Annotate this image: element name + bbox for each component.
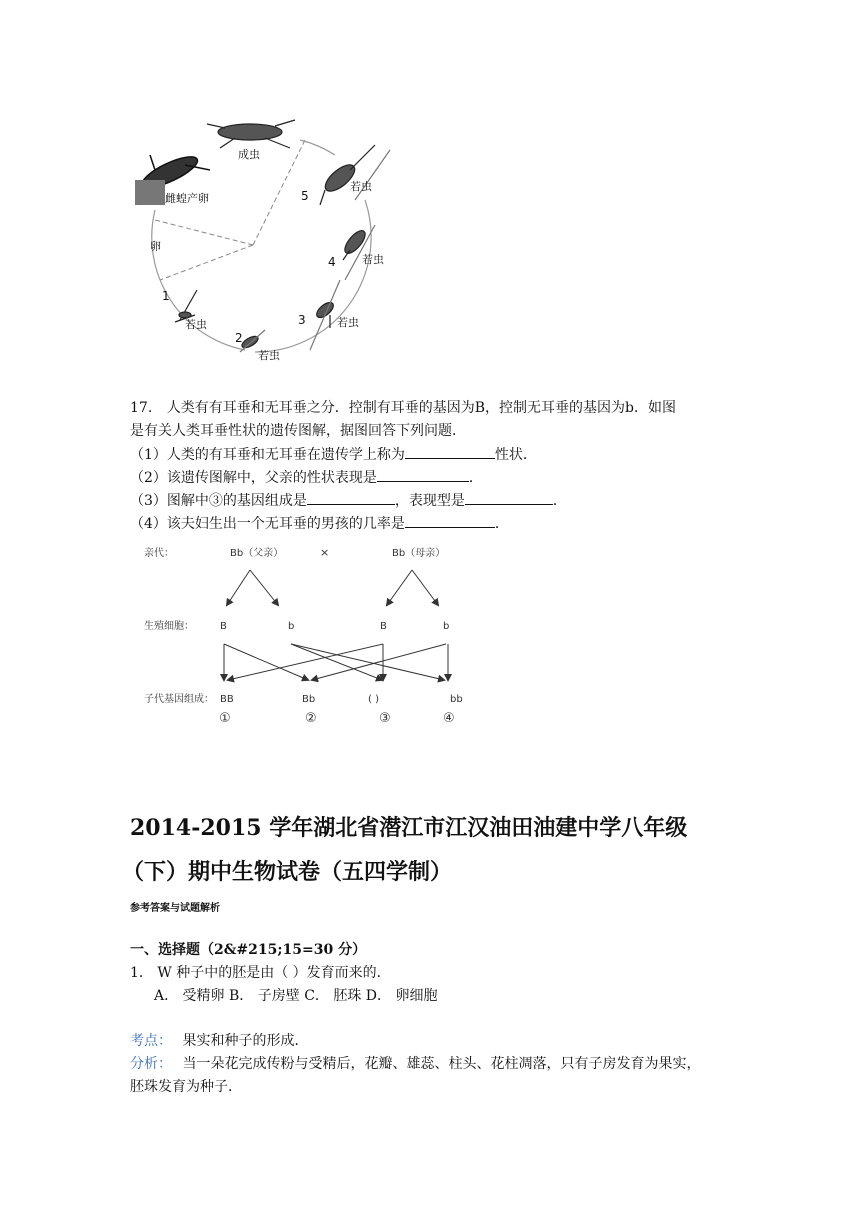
fenxi-text-line2: 胚珠发育为种子． [130,1079,242,1095]
label-adult: 成虫 [238,148,260,161]
q1-stem: 1． W 种子中的胚是由（ ）发育而来的． [130,965,391,981]
cross-symbol: × [320,546,330,559]
q17-sub1-text: （1）人类的有耳垂和无耳垂在遗传学上称为 [130,447,405,463]
offspring-1: BB [220,694,234,705]
label-nymph-1: 若虫 [185,318,207,331]
grasshopper-nymph-5-icon [320,145,390,205]
circled-2: ② [305,711,317,726]
arrow-mother-b [412,570,438,605]
cycle-arc-top [300,140,335,155]
arrow-B-to-Bb [224,644,308,680]
stage-number-3: 3 [298,313,306,327]
grasshopper-adult-icon [207,120,295,148]
gamete-father-B: B [220,621,227,632]
fenxi-label: 分析： [130,1056,172,1072]
q17-sub3 [130,490,567,511]
page-title-line2: （下）期中生物试卷（五四学制） [122,859,453,885]
kaodian-row [130,1031,308,1051]
circled-4: ④ [443,711,455,726]
stage-number-2: 2 [235,331,243,345]
circled-1: ① [219,711,231,726]
q17-sub1-blank[interactable] [405,444,495,459]
q17-sub4-text: （4）该夫妇生出一个无耳垂的男孩的几率是 [130,516,405,532]
parents-label: 亲代： [144,548,174,559]
offspring-4: bb [450,694,463,705]
fenxi-row [130,1054,700,1074]
grasshopper-nymph-3-icon [310,280,340,350]
arrow-father-B [227,570,250,605]
label-female: 雌蝗产卵 [165,192,209,205]
stage-number-5: 5 [301,189,309,203]
q17-sub4 [130,513,509,534]
q17-sub3-blank2[interactable] [465,490,553,505]
q17-sub1 [130,444,537,465]
q1-options: A． 受精卵 B． 子房壁 C． 胚珠 D． 卵细胞 [154,988,438,1004]
q17-sub1-tail: 性状． [494,447,537,463]
q17-sub3-blank1[interactable] [307,490,395,505]
kaodian-text: 果实和种子的形成． [182,1033,309,1049]
fenxi-text-line1: 当一朵花完成传粉与受精后，花瓣、雄蕊、柱头、花柱凋落，只有子房发育为果实， [182,1056,701,1072]
stage-number-1: 1 [162,289,170,303]
label-nymph-5: 若虫 [350,180,372,193]
mother-genotype: Bb（母亲） [392,548,446,559]
kaodian-label: 考点： [130,1033,172,1049]
gametes-label: 生殖细胞： [144,621,194,632]
q17-intro-line1 [130,398,676,418]
label-nymph-4: 若虫 [362,253,384,266]
lifecycle-drawing [125,110,405,370]
q17-sub3-text: （3）图解中③的基因组成是 [130,493,307,509]
q17-intro-text1: 人类有有耳垂和无耳垂之分．控制有耳垂的基因为B，控制无耳垂的基因为b．如图 [166,400,676,416]
offspring-3: ( ) [368,694,379,705]
gamete-mother-b: b [443,621,450,632]
q17-intro-line2: 是有关人类耳垂性状的遗传图解，据图回答下列问题． [130,423,466,439]
father-genotype: Bb（父亲） [230,548,284,559]
stage-number-4: 4 [328,255,336,269]
cycle-arc-right [255,200,371,352]
genetic-diagram [130,540,490,730]
dash-line-adult [253,140,305,245]
q17-sub2-tail: ． [468,470,483,486]
label-nymph-2: 若虫 [258,349,280,362]
page-subtitle: 参考答案与试题解析 [130,903,220,914]
gamete-mother-B: B [380,621,387,632]
circled-3: ③ [379,711,391,726]
q17-sub2-blank[interactable] [377,467,469,482]
genetic-diagram-svg [130,540,490,730]
dash-line-egg [160,245,253,280]
label-egg: 卵 [150,240,161,253]
arrow-mother-B [387,570,412,605]
q17-sub3-tail: ． [552,493,567,509]
arrow-father-b [250,570,278,605]
q17-sub2 [130,467,483,488]
lifecycle-figure [125,110,405,370]
dash-line-female [155,220,253,245]
gamete-father-b: b [288,621,295,632]
offspring-2: Bb [302,694,316,705]
arrow-mb-to-Bb [312,644,446,680]
q17-sub2-text: （2）该遗传图解中，父亲的性状表现是 [130,470,377,486]
label-nymph-3: 若虫 [337,316,359,329]
q17-sub4-blank[interactable] [405,513,495,528]
q17-number: 17. [130,400,153,416]
offspring-label: 子代基因组成： [144,694,214,705]
q17-sub3-mid: ，表现型是 [394,493,465,509]
section-heading: 一、选择题（2&#215;15=30 分） [130,942,367,958]
q17-sub4-tail: ． [494,516,509,532]
page-title-line1: 2014-2015 学年湖北省潜江市江汉油田油建中学八年级 [130,815,688,841]
